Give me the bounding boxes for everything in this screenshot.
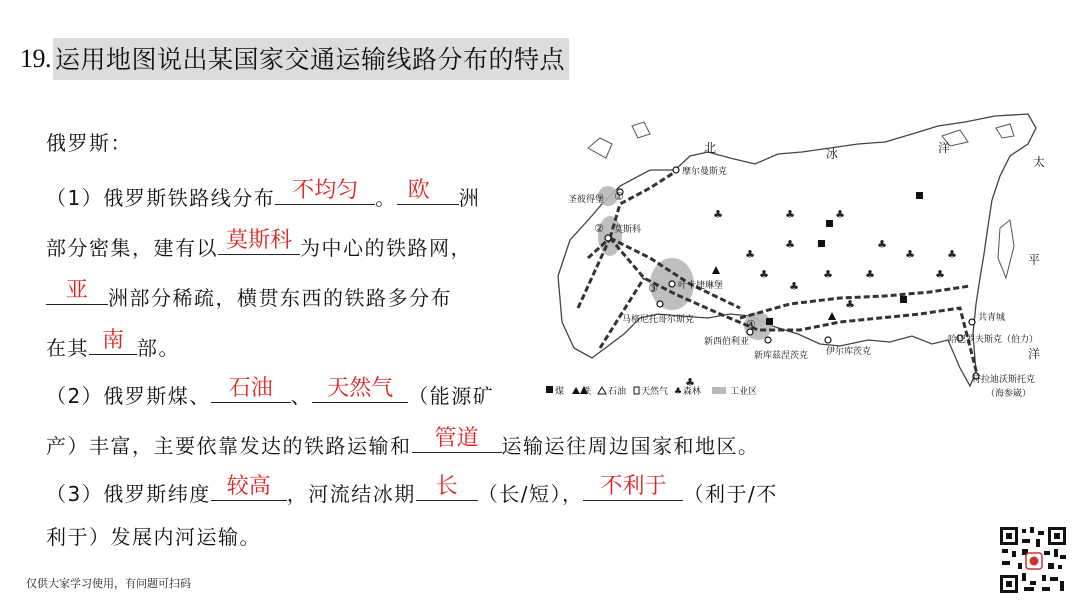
question-number: 19. (20, 44, 51, 73)
ocean-char-3: 洋 (938, 141, 951, 155)
line-5: （2）俄罗斯煤、 石油 、 天然气 （能源矿 (46, 376, 495, 408)
svg-text:♣: ♣ (745, 248, 755, 261)
qr-code (998, 525, 1068, 595)
blank-10 (416, 474, 478, 501)
line-3: 亚 洲部分稀疏，横贯东西的铁路多分布 (46, 282, 452, 308)
blank-11 (583, 474, 683, 501)
answer-3: 莫斯科 (225, 228, 292, 253)
legend-forest: 森林 (683, 387, 702, 397)
blank-8 (412, 426, 502, 453)
svg-text:♣: ♣ (845, 298, 855, 311)
answer-8: 管道 (434, 426, 479, 451)
city-labels (568, 165, 1041, 399)
svg-text:♣: ♣ (759, 268, 769, 281)
legend-coal: 煤 (555, 387, 565, 397)
label-novosibirsk: 新西伯利亚 (704, 337, 750, 347)
answer-9: 较高 (226, 474, 271, 499)
blank-6 (211, 376, 291, 403)
svg-text:♣: ♣ (835, 208, 845, 221)
ocean-char-1: 北 (704, 141, 717, 155)
legend-gas: 天然气 (641, 387, 669, 397)
answer-11: 不利于 (600, 474, 667, 499)
legend-oil: 石油 (608, 387, 627, 397)
line-8: 利于）发展内河运输。 (46, 525, 261, 549)
label-komsomolsk: 共青城 (978, 313, 1006, 323)
ocean-char-2: 冰 (826, 147, 839, 161)
svg-text:♣: ♣ (685, 376, 695, 389)
svg-text:♣: ♣ (935, 268, 945, 281)
svg-text:①: ① (614, 190, 624, 203)
forest-legend-icon: ♣ (674, 387, 683, 397)
blank-5 (89, 328, 137, 355)
label-murmansk: 摩尔曼斯克 (682, 167, 728, 177)
industry-legend-icon (712, 387, 726, 394)
svg-text:♣: ♣ (905, 248, 915, 261)
line-7: （3）俄罗斯纬度 较高 ，河流结冰期 长 （长/短）， 不利于 （利于/不 (46, 474, 778, 506)
svg-text:♣: ♣ (785, 238, 795, 251)
svg-text:♣: ♣ (947, 248, 957, 261)
russia-map (540, 108, 1046, 408)
line-2: 部分密集，建有以 莫斯科 为中心的铁路网， (46, 228, 472, 260)
answer-5: 南 (101, 328, 124, 353)
forest-symbols (685, 208, 957, 389)
legend-industry: 工业区 (730, 387, 758, 397)
line-6: 产）丰富，主要依靠发达的铁路运输和 管道 运输运往周边国家和地区。 (46, 426, 760, 458)
ocean-char-4: 太 (1033, 155, 1046, 169)
legend-iron: 铁 (582, 387, 592, 397)
answer-2: 欧 (407, 178, 430, 203)
ocean-char-6: 洋 (1028, 347, 1041, 361)
question-text: 运用地图说出某国家交通运输线路分布的特点 (53, 38, 569, 80)
label-yekaterinburg: 叶卡捷琳堡 (678, 281, 724, 291)
svg-text:②: ② (594, 222, 604, 235)
line-4: 在其 南 部。 (46, 328, 180, 360)
answer-6: 石油 (228, 376, 273, 401)
blank-2 (397, 178, 459, 205)
svg-text:♣: ♣ (713, 208, 723, 221)
blank-9 (211, 474, 287, 501)
label-stpetersburg: 圣彼得堡 (568, 195, 605, 205)
svg-text:♣: ♣ (865, 268, 875, 281)
railways (578, 172, 978, 378)
label-irkutsk: 伊尔库茨克 (826, 347, 872, 357)
label-moscow: 莫斯科 (614, 225, 642, 235)
oil-legend-icon (598, 387, 606, 394)
label-magnitogorsk: 马格尼托哥尔斯克 (622, 315, 695, 325)
blank-1 (275, 178, 375, 205)
map-legend (546, 385, 757, 397)
answer-4: 亚 (65, 278, 88, 303)
footer-note: 仅供大家学习使用，有问题可扫码 (26, 577, 191, 590)
label-khabarovsk: 哈巴罗夫斯克（伯力） (948, 335, 1039, 345)
country-outline (558, 114, 1039, 386)
blank-4 (46, 278, 108, 305)
blank-7 (312, 376, 408, 403)
question-title (20, 38, 569, 80)
svg-text:♣: ♣ (785, 208, 795, 221)
label-vladivostok: 符拉迪沃斯托克 (972, 375, 1036, 385)
answer-1: 不均匀 (292, 178, 359, 203)
coal-legend-icon (546, 387, 552, 393)
answer-7: 天然气 (327, 376, 394, 401)
ocean-char-5: 平 (1028, 253, 1041, 267)
section-label: 俄罗斯： (46, 131, 132, 155)
svg-text:♣: ♣ (789, 280, 799, 293)
line-1: （1）俄罗斯铁路线分布 不均匀 。 欧 洲 (46, 178, 481, 210)
svg-text:♣: ♣ (877, 238, 887, 251)
svg-text:♣: ♣ (823, 268, 833, 281)
iron-legend-icon (572, 387, 580, 394)
label-vladivostok-alt: （海参崴） (986, 389, 1032, 399)
label-novokuznetsk: 新库兹涅茨克 (754, 351, 809, 361)
answer-10: 长 (435, 474, 458, 499)
gas-legend-icon (634, 387, 639, 394)
blank-3 (218, 228, 300, 255)
svg-text:④: ④ (746, 318, 756, 331)
svg-text:③: ③ (648, 282, 658, 295)
